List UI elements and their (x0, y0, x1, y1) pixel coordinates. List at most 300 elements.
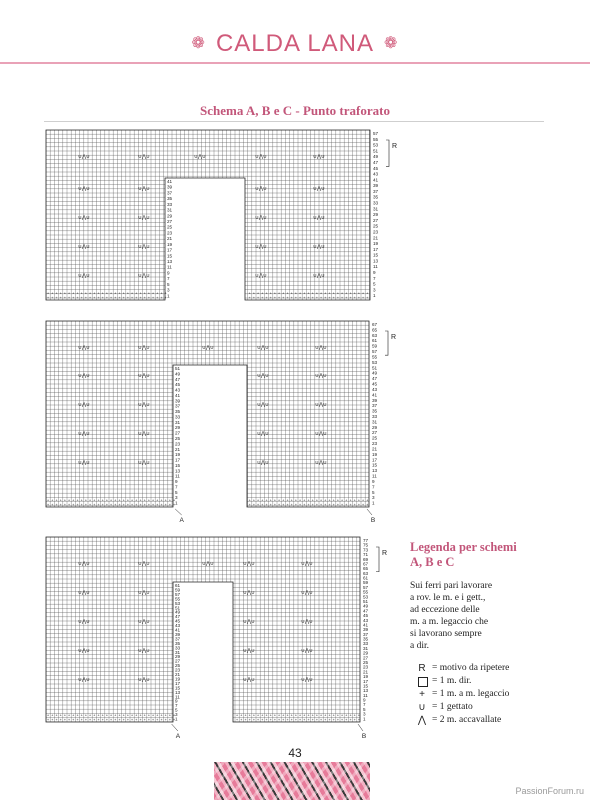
edge-plus: + (273, 717, 276, 722)
edge-plus: + (168, 502, 171, 507)
edge-plus: + (118, 717, 121, 722)
row-number: 43 (372, 386, 378, 392)
edge-plus: + (315, 291, 318, 296)
lace-motif: ∪⋀∪ (243, 561, 255, 567)
row-number: 33 (373, 200, 379, 206)
repeat-label: R (391, 334, 397, 341)
edge-plus: + (261, 502, 264, 507)
edge-plus: + (47, 295, 50, 300)
row-number: 3 (372, 495, 375, 501)
inner-row-number: 5 (167, 281, 170, 287)
edge-plus: + (345, 498, 348, 503)
edge-plus: + (328, 717, 331, 722)
inner-row-number: 15 (167, 253, 173, 259)
edge-plus: + (324, 717, 327, 722)
repeat-label: R (392, 143, 398, 150)
inner-row-number: 1 (175, 500, 178, 506)
edge-plus: + (286, 713, 289, 718)
edge-plus: + (110, 291, 113, 296)
lace-motif: ∪⋀∪ (138, 154, 150, 160)
edge-plus: + (89, 717, 92, 722)
inner-row-number: 21 (175, 672, 181, 678)
edge-plus: + (68, 291, 71, 296)
edge-plus: + (286, 502, 289, 507)
edge-plus: + (80, 502, 83, 507)
inner-row-number: 39 (175, 631, 181, 637)
row-number: 39 (373, 183, 379, 189)
edge-plus: + (68, 717, 71, 722)
edge-plus: + (311, 717, 314, 722)
edge-plus: + (349, 717, 352, 722)
edge-plus: + (311, 498, 314, 503)
inner-row-number: 47 (175, 376, 181, 382)
legend (410, 540, 580, 727)
row-numbers (373, 131, 379, 298)
lace-motif: ∪⋀∪ (243, 677, 255, 683)
edge-plus: + (328, 291, 331, 296)
lace-motif: ∪⋀∪ (138, 402, 150, 408)
lace-motif: ∪⋀∪ (257, 373, 269, 379)
edge-plus: + (118, 713, 121, 718)
edge-plus: + (105, 498, 108, 503)
row-number: 29 (372, 424, 378, 430)
lace-motif: ∪⋀∪ (255, 244, 267, 250)
edge-plus: + (59, 498, 62, 503)
inner-row-number: 15 (175, 685, 181, 691)
edge-plus: + (299, 713, 302, 718)
edge-plus: + (160, 502, 163, 507)
edge-plus: + (93, 291, 96, 296)
lace-motif: ∪⋀∪ (301, 648, 313, 654)
edge-plus: + (299, 502, 302, 507)
edge-plus: + (97, 291, 100, 296)
edge-plus: + (315, 498, 318, 503)
inner-row-number: 51 (175, 366, 181, 371)
edge-plus: + (101, 498, 104, 503)
edge-plus: + (143, 291, 146, 296)
edge-plus: + (252, 291, 255, 296)
edge-plus: + (269, 291, 272, 296)
inner-row-number: 13 (167, 259, 173, 264)
inner-row-number: 35 (175, 409, 181, 415)
edge-plus: + (320, 498, 323, 503)
legend-item-knit (410, 675, 580, 688)
inner-row-number: 11 (175, 694, 180, 700)
row-number: 51 (372, 365, 378, 371)
edge-plus: + (257, 502, 260, 507)
edge-plus: + (357, 713, 360, 718)
repeat-bracket (386, 140, 389, 166)
edge-plus: + (353, 295, 356, 300)
edge-plus: + (51, 713, 54, 718)
edge-plus: + (143, 498, 146, 503)
edge-plus: + (353, 502, 356, 507)
edge-plus: + (135, 713, 138, 718)
row-number: 29 (363, 650, 369, 656)
edge-plus: + (63, 295, 66, 300)
edge-plus: + (324, 502, 327, 507)
edge-plus: + (63, 291, 66, 296)
edge-plus: + (80, 713, 83, 718)
edge-plus: + (97, 717, 100, 722)
inner-row-number: 1 (175, 716, 178, 722)
edge-plus: + (336, 291, 339, 296)
row-number: 67 (372, 322, 378, 327)
edge-plus: + (131, 291, 134, 296)
edge-plus: + (366, 498, 369, 503)
edge-plus: + (164, 291, 167, 296)
lace-motif: ∪⋀∪ (138, 186, 150, 192)
edge-plus: + (290, 291, 293, 296)
row-number: 19 (373, 241, 379, 247)
lace-motif: ∪⋀∪ (138, 244, 150, 250)
row-number: 53 (372, 359, 378, 365)
row-number: 5 (363, 706, 366, 712)
edge-plus: + (248, 717, 251, 722)
edge-plus: + (278, 498, 281, 503)
edge-plus: + (118, 291, 121, 296)
inner-row-number: 41 (175, 627, 181, 633)
lace-motif: ∪⋀∪ (255, 186, 267, 192)
edge-plus: + (257, 498, 260, 503)
lace-motif: ∪⋀∪ (202, 345, 214, 351)
inner-row-number: 25 (175, 663, 181, 669)
edge-plus: + (114, 295, 117, 300)
edge-plus: + (252, 498, 255, 503)
edge-plus: + (164, 717, 167, 722)
edge-plus: + (345, 502, 348, 507)
edge-plus: + (122, 291, 125, 296)
edge-plus: + (110, 717, 113, 722)
edge-plus: + (299, 291, 302, 296)
row-number: 47 (372, 376, 378, 382)
row-number: 27 (363, 655, 369, 661)
edge-plus: + (294, 498, 297, 503)
edge-plus: + (320, 291, 323, 296)
edge-plus: + (328, 713, 331, 718)
edge-plus: + (307, 498, 310, 503)
edge-plus: + (248, 295, 251, 300)
row-number: 17 (372, 457, 378, 463)
inner-row-number: 3 (175, 495, 178, 501)
edge-plus: + (303, 295, 306, 300)
edge-plus: + (72, 717, 75, 722)
edge-plus: + (353, 713, 356, 718)
edge-plus: + (336, 498, 339, 503)
lace-motif: ∪⋀∪ (78, 677, 90, 683)
row-number: 69 (363, 556, 369, 562)
edge-plus: + (265, 291, 268, 296)
edge-plus: + (311, 291, 314, 296)
edge-plus: + (248, 502, 251, 507)
edge-plus: + (139, 713, 142, 718)
edge-plus: + (59, 291, 62, 296)
edge-plus: + (294, 717, 297, 722)
inner-row-number: 29 (175, 425, 181, 431)
edge-plus: + (139, 295, 142, 300)
edge-plus: + (315, 295, 318, 300)
edge-plus: + (126, 717, 129, 722)
row-number: 43 (373, 171, 379, 177)
edge-plus: + (294, 713, 297, 718)
edge-plus: + (336, 713, 339, 718)
edge-plus: + (324, 498, 327, 503)
edge-plus: + (84, 295, 87, 300)
edge-plus: + (286, 498, 289, 503)
edge-plus: + (114, 717, 117, 722)
edge-plus: + (105, 502, 108, 507)
edge-plus: + (282, 502, 285, 507)
lace-motif: ∪⋀∪ (301, 619, 313, 625)
edge-plus: + (173, 713, 176, 718)
lace-motif: ∪⋀∪ (313, 244, 325, 250)
edge-plus: + (97, 498, 100, 503)
inner-row-number: 9 (175, 698, 178, 704)
edge-plus: + (47, 717, 50, 722)
edge-plus: + (362, 498, 365, 503)
edge-plus: + (55, 502, 58, 507)
row-number: 7 (363, 702, 366, 708)
row-number: 11 (373, 264, 378, 270)
edge-plus: + (278, 291, 281, 296)
lace-motif: ∪⋀∪ (138, 648, 150, 654)
legend-item-garter (410, 688, 580, 701)
edge-plus: + (160, 295, 163, 300)
row-numbers (363, 538, 369, 721)
inner-row-number: 9 (175, 479, 178, 485)
edge-plus: + (252, 502, 255, 507)
edge-plus: + (160, 291, 163, 296)
row-number: 13 (372, 468, 378, 474)
edge-plus: + (278, 717, 281, 722)
edge-plus: + (118, 502, 121, 507)
edge-plus: + (299, 717, 302, 722)
row-number: 49 (373, 154, 379, 160)
lace-motif: ∪⋀∪ (315, 460, 327, 466)
edge-plus: + (76, 713, 79, 718)
edge-plus: + (294, 291, 297, 296)
inner-row-number: 17 (167, 247, 173, 253)
row-number: 47 (373, 159, 379, 165)
edge-plus: + (286, 291, 289, 296)
inner-row-number: 11 (167, 264, 172, 270)
edge-plus: + (278, 295, 281, 300)
row-number: 21 (363, 669, 369, 675)
lace-motif: ∪⋀∪ (78, 561, 90, 567)
edge-plus: + (114, 291, 117, 296)
edge-plus: + (143, 502, 146, 507)
inner-row-number: 19 (175, 676, 181, 682)
row-number: 39 (372, 397, 378, 403)
inner-row-number: 43 (175, 623, 181, 629)
row-number: 7 (373, 275, 376, 281)
edge-plus: + (273, 713, 276, 718)
label-b: B (370, 517, 376, 524)
edge-plus: + (357, 717, 360, 722)
inner-row-number: 45 (175, 382, 181, 388)
edge-plus: + (160, 713, 163, 718)
row-number: 37 (373, 188, 379, 194)
repeat-label: R (382, 550, 388, 557)
edge-plus: + (135, 502, 138, 507)
lace-motif: ∪⋀∪ (138, 273, 150, 279)
edge-plus: + (55, 713, 58, 718)
edge-plus: + (105, 291, 108, 296)
row-number: 19 (363, 674, 369, 680)
inner-row-number: 15 (175, 462, 181, 468)
edge-plus: + (282, 713, 285, 718)
lace-motif: ∪⋀∪ (194, 154, 206, 160)
row-number: 31 (363, 645, 369, 651)
inner-row-number: 61 (175, 583, 181, 588)
edge-plus: + (332, 502, 335, 507)
inner-row-number: 35 (175, 640, 181, 646)
edge-plus: + (240, 717, 243, 722)
row-number: 41 (363, 622, 369, 628)
edge-plus: + (72, 291, 75, 296)
inner-row-number: 45 (175, 618, 181, 624)
chart-grid-3 (46, 537, 387, 740)
lace-motif: ∪⋀∪ (243, 619, 255, 625)
edge-plus: + (240, 713, 243, 718)
row-number: 37 (372, 403, 378, 409)
edge-plus: + (152, 717, 155, 722)
row-number: 71 (363, 552, 369, 558)
edge-plus: + (341, 291, 344, 296)
pointer-b (367, 509, 372, 515)
edge-plus: + (59, 502, 62, 507)
legend-note-line: si lavorano sempre (410, 629, 482, 639)
edge-plus: + (294, 502, 297, 507)
row-number: 35 (373, 194, 379, 200)
edge-plus: + (341, 713, 344, 718)
edge-plus: + (307, 295, 310, 300)
edge-plus: + (135, 295, 138, 300)
row-number: 49 (372, 370, 378, 376)
lace-motif: ∪⋀∪ (78, 244, 90, 250)
inner-row-number: 13 (175, 468, 181, 474)
row-number: 45 (372, 381, 378, 387)
row-number: 33 (363, 641, 369, 647)
inner-row-number: 57 (175, 591, 181, 597)
inner-row-number: 33 (175, 414, 181, 420)
edge-plus: + (72, 295, 75, 300)
row-number: 55 (373, 136, 379, 142)
edge-plus: + (68, 295, 71, 300)
edge-plus: + (324, 713, 327, 718)
edge-plus: + (131, 498, 134, 503)
row-number: 53 (363, 594, 369, 600)
row-number: 57 (372, 349, 378, 355)
lace-motif: ∪⋀∪ (78, 619, 90, 625)
inner-row-number: 51 (175, 605, 181, 611)
lace-motif: ∪⋀∪ (138, 619, 150, 625)
edge-plus: + (160, 717, 163, 722)
edge-plus: + (168, 498, 171, 503)
inner-row-number: 7 (167, 276, 170, 282)
row-number: 61 (363, 575, 369, 581)
edge-plus: + (261, 713, 264, 718)
edge-plus: + (139, 291, 142, 296)
watermark: PassionForum.ru (515, 786, 584, 796)
edge-plus: + (84, 502, 87, 507)
legend-item-text: = 1 m. a m. legaccio (432, 689, 510, 699)
edge-plus: + (72, 502, 75, 507)
edge-plus: + (139, 717, 142, 722)
row-number: 57 (363, 584, 369, 590)
row-number: 77 (363, 538, 369, 543)
lace-motif: ∪⋀∪ (313, 273, 325, 279)
row-number: 47 (363, 608, 369, 614)
edge-plus: + (257, 295, 260, 300)
inner-row-number: 47 (175, 614, 181, 620)
inner-row-number: 27 (175, 658, 181, 664)
edge-plus: + (110, 502, 113, 507)
flower-icon: ❁ (384, 35, 399, 52)
edge-plus: + (341, 717, 344, 722)
edge-plus: + (282, 717, 285, 722)
edge-plus: + (93, 502, 96, 507)
edge-plus: + (147, 295, 150, 300)
edge-plus: + (76, 291, 79, 296)
inner-row-number: 1 (167, 293, 170, 299)
edge-plus: + (357, 502, 360, 507)
edge-plus: + (357, 295, 360, 300)
edge-plus: + (110, 498, 113, 503)
edge-plus: + (282, 295, 285, 300)
yarn-photo-texture (214, 762, 370, 800)
edge-plus: + (97, 713, 100, 718)
row-number: 49 (363, 603, 369, 609)
legend-note (410, 580, 580, 652)
edge-plus: + (345, 713, 348, 718)
edge-plus: + (307, 713, 310, 718)
edge-plus: + (332, 717, 335, 722)
edge-plus: + (257, 291, 260, 296)
edge-plus: + (110, 295, 113, 300)
lace-motif: ∪⋀∪ (202, 561, 214, 567)
inner-row-number: 31 (167, 207, 173, 213)
edge-plus: + (303, 291, 306, 296)
row-number: 55 (372, 354, 378, 360)
legend-item-repeat (410, 662, 580, 675)
row-number: 55 (363, 589, 369, 595)
edge-plus: + (89, 291, 92, 296)
row-number: 13 (373, 258, 379, 264)
decrease-icon: ⋀ (417, 715, 427, 726)
row-number: 21 (373, 235, 379, 241)
legend-item-text: = 1 gettato (432, 702, 473, 712)
lace-motif: ∪⋀∪ (78, 215, 90, 221)
edge-plus: + (257, 713, 260, 718)
inner-row-number: 59 (175, 587, 181, 593)
inner-row-number: 13 (175, 689, 181, 695)
edge-plus: + (51, 498, 54, 503)
edge-plus: + (55, 291, 58, 296)
edge-plus: + (261, 498, 264, 503)
inner-row-number: 37 (167, 190, 173, 196)
edge-plus: + (357, 498, 360, 503)
row-number: 29 (373, 212, 379, 218)
edge-plus: + (303, 717, 306, 722)
edge-plus: + (93, 498, 96, 503)
inner-row-number: 3 (175, 712, 178, 718)
inner-row-number: 27 (167, 219, 173, 224)
edge-plus: + (105, 717, 108, 722)
edge-plus: + (252, 717, 255, 722)
inner-row-number: 23 (175, 441, 181, 447)
label-a: A (179, 517, 184, 524)
